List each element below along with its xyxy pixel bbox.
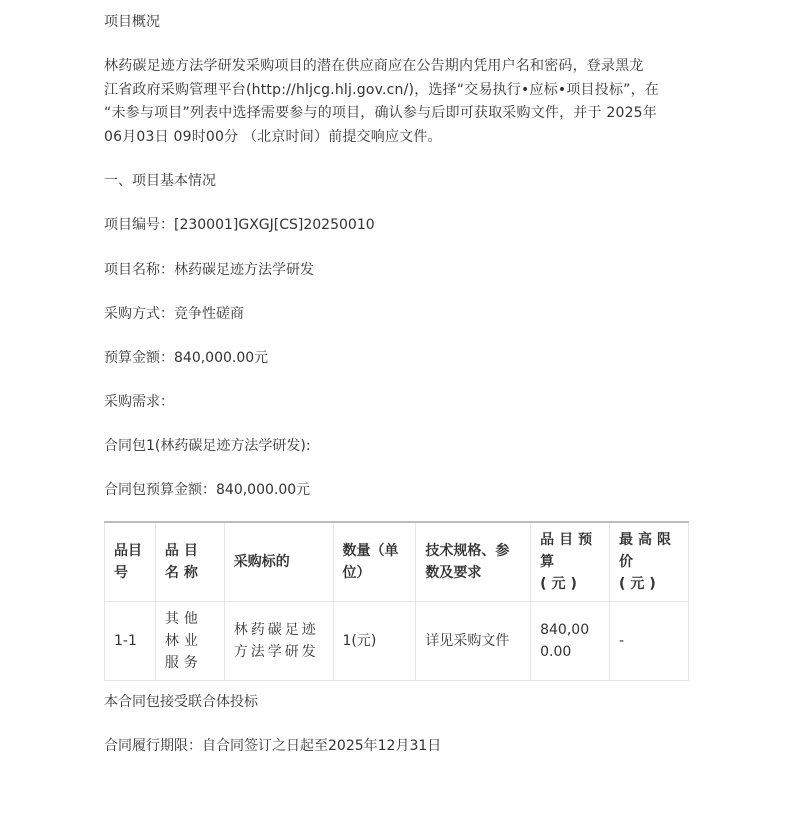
project-number: 项目编号：[230001]GXGJ[CS]20250010 xyxy=(104,217,375,233)
table-header-row xyxy=(105,522,689,602)
contract-package: 合同包1(林药碳足迹方法学研发): xyxy=(104,438,311,454)
col-specs: 技术规格、参数及要求 xyxy=(416,522,531,602)
project-name: 项目名称：林药碳足迹方法学研发 xyxy=(104,262,314,278)
package-budget: 合同包预算金额：840,000.00元 xyxy=(104,482,311,498)
col-max-price: 最高限价(元) xyxy=(610,522,689,602)
overview-intro xyxy=(104,55,690,149)
procurement-method: 采购方式：竞争性磋商 xyxy=(104,306,244,322)
intro-line: 林药碳足迹方法学研发采购项目的潜在供应商应在公告期内凭用户名和密码，登录黑龙 xyxy=(104,58,644,74)
cell-item-no: 1-1 xyxy=(105,602,156,681)
contract-period: 合同履行期限：自合同签订之日起至2025年12月31日 xyxy=(104,738,442,754)
cell-item-name: 其他林业服务 xyxy=(155,602,224,681)
budget-amount: 预算金额：840,000.00元 xyxy=(104,350,269,366)
cell-item-budget: 840,000.00 xyxy=(531,602,610,681)
procurement-requirements: 采购需求： xyxy=(104,394,174,410)
col-quantity: 数量（单位） xyxy=(333,522,416,602)
col-item-name: 品目名称 xyxy=(155,522,224,602)
intro-line: 06月03日 09时00分 （北京时间）前提交响应文件。 xyxy=(104,128,442,145)
intro-line: “未参与项目”列表中选择需要参与的项目，确认参与后即可获取采购文件，并于 2025年 xyxy=(104,105,657,121)
items-table xyxy=(104,521,689,681)
cell-subject: 林药碳足迹方法学研发 xyxy=(224,602,333,681)
section-heading: 一、项目基本情况 xyxy=(104,173,216,189)
table-row xyxy=(105,602,689,681)
intro-line: 江省政府采购管理平台(http://hljcg.hlj.gov.cn/)，选择“交易执行•应标•项目投标”，在 xyxy=(104,81,660,98)
consortium-note: 本合同包接受联合体投标 xyxy=(104,694,258,710)
col-item-no: 品目号 xyxy=(105,522,156,602)
cell-specs: 详见采购文件 xyxy=(416,602,531,681)
cell-quantity: 1(元) xyxy=(333,602,416,681)
col-subject: 采购标的 xyxy=(224,522,333,602)
cell-max-price: - xyxy=(610,602,689,681)
overview-title: 项目概况 xyxy=(104,14,160,30)
col-item-budget: 品目预算(元) xyxy=(531,522,610,602)
